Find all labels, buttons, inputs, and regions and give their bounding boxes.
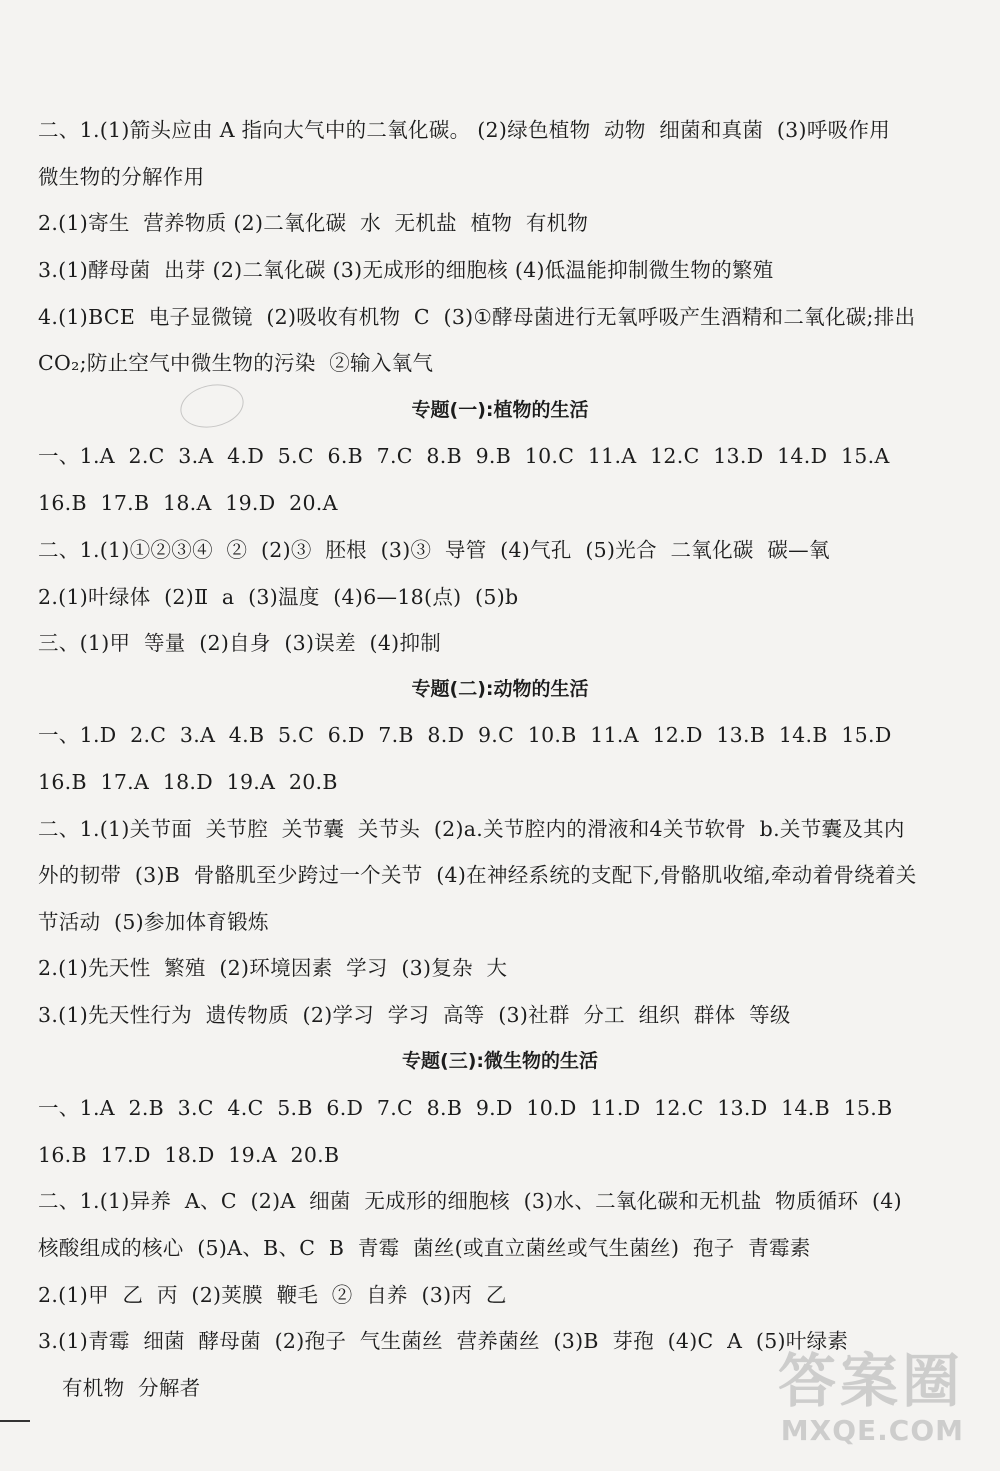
- answer-line: 3.(1)酵母菌 出芽 (2)二氧化碳 (3)无成形的细胞核 (4)低温能抑制微生物的繁殖: [38, 258, 774, 282]
- answer-line: 核酸组成的核心 (5)A、B、C B 青霉 菌丝(或直立菌丝或气生菌丝) 孢子 青霉素: [38, 1236, 811, 1260]
- answer-line: 一、1.A 2.B 3.C 4.C 5.B 6.D 7.C 8.B 9.D 10.D 11.D 12.C 13.D 14.B 15.B: [38, 1096, 893, 1120]
- answer-line: CO₂;防止空气中微生物的污染 ②输入氧气: [38, 351, 434, 375]
- answer-line: 16.B 17.B 18.A 19.D 20.A: [38, 491, 338, 515]
- watermark-logo: [734, 1348, 964, 1448]
- answer-line: 三、(1)甲 等量 (2)自身 (3)误差 (4)抑制: [38, 631, 442, 655]
- answer-line: 2.(1)寄生 营养物质 (2)二氧化碳 水 无机盐 植物 有机物: [38, 211, 589, 235]
- answer-line: 有机物 分解者: [62, 1376, 201, 1400]
- section-heading: 专题(一):植物的生活: [411, 399, 589, 421]
- answer-line: 二、1.(1)①②③④ ② (2)③ 胚根 (3)③ 导管 (4)气孔 (5)光合 二氧化碳 碳—氧: [38, 538, 830, 562]
- answer-line: 4.(1)BCE 电子显微镜 (2)吸收有机物 C (3)①酵母菌进行无氧呼吸产生酒精和二氧化碳;排出: [38, 305, 916, 329]
- answer-line: 外的韧带 (3)B 骨骼肌至少跨过一个关节 (4)在神经系统的支配下,骨骼肌收缩,牵动着骨绕着关: [38, 863, 917, 887]
- answer-line: 一、1.D 2.C 3.A 4.B 5.C 6.D 7.B 8.D 9.C 10.B 11.A 12.D 13.B 14.B 15.D: [38, 723, 892, 747]
- page-corner-rule: [0, 1420, 30, 1422]
- answer-line: 3.(1)先天性行为 遗传物质 (2)学习 学习 高等 (3)社群 分工 组织 群体 等级: [38, 1003, 791, 1027]
- watermark-en: MXQE.COM: [780, 1414, 964, 1447]
- answer-line: 二、1.(1)箭头应由 A 指向大气中的二氧化碳。 (2)绿色植物 动物 细菌和真菌 (3)呼吸作用: [38, 118, 891, 142]
- watermark-cn: 答案圈: [777, 1347, 964, 1415]
- answer-line: 节活动 (5)参加体育锻炼: [38, 910, 269, 934]
- section-heading: 专题(三):微生物的生活: [402, 1050, 598, 1072]
- answer-line: 3.(1)青霉 细菌 酵母菌 (2)孢子 气生菌丝 营养菌丝 (3)B 芽孢 (4)C A (5)叶绿素: [38, 1329, 849, 1353]
- answer-line: 一、1.A 2.C 3.A 4.D 5.C 6.B 7.C 8.B 9.B 10.C 11.A 12.C 13.D 14.D 15.A: [38, 444, 890, 468]
- answer-line: 16.B 17.D 18.D 19.A 20.B: [38, 1143, 340, 1167]
- section-heading: 专题(二):动物的生活: [411, 678, 589, 700]
- answer-line: 2.(1)甲 乙 丙 (2)荚膜 鞭毛 ② 自养 (3)丙 乙: [38, 1283, 507, 1307]
- answer-line: 微生物的分解作用: [38, 165, 205, 189]
- answer-line: 2.(1)先天性 繁殖 (2)环境因素 学习 (3)复杂 大: [38, 956, 508, 980]
- answer-line: 16.B 17.A 18.D 19.A 20.B: [38, 770, 338, 794]
- answer-line: 二、1.(1)关节面 关节腔 关节囊 关节头 (2)a.关节腔内的滑液和4关节软骨 b.关节囊及其内: [38, 817, 905, 841]
- answer-line: 二、1.(1)异养 A、C (2)A 细菌 无成形的细胞核 (3)水、二氧化碳和无机盐 物质循环 (4): [38, 1189, 902, 1213]
- answer-line: 2.(1)叶绿体 (2)Ⅱ a (3)温度 (4)6—18(点) (5)b: [38, 585, 519, 609]
